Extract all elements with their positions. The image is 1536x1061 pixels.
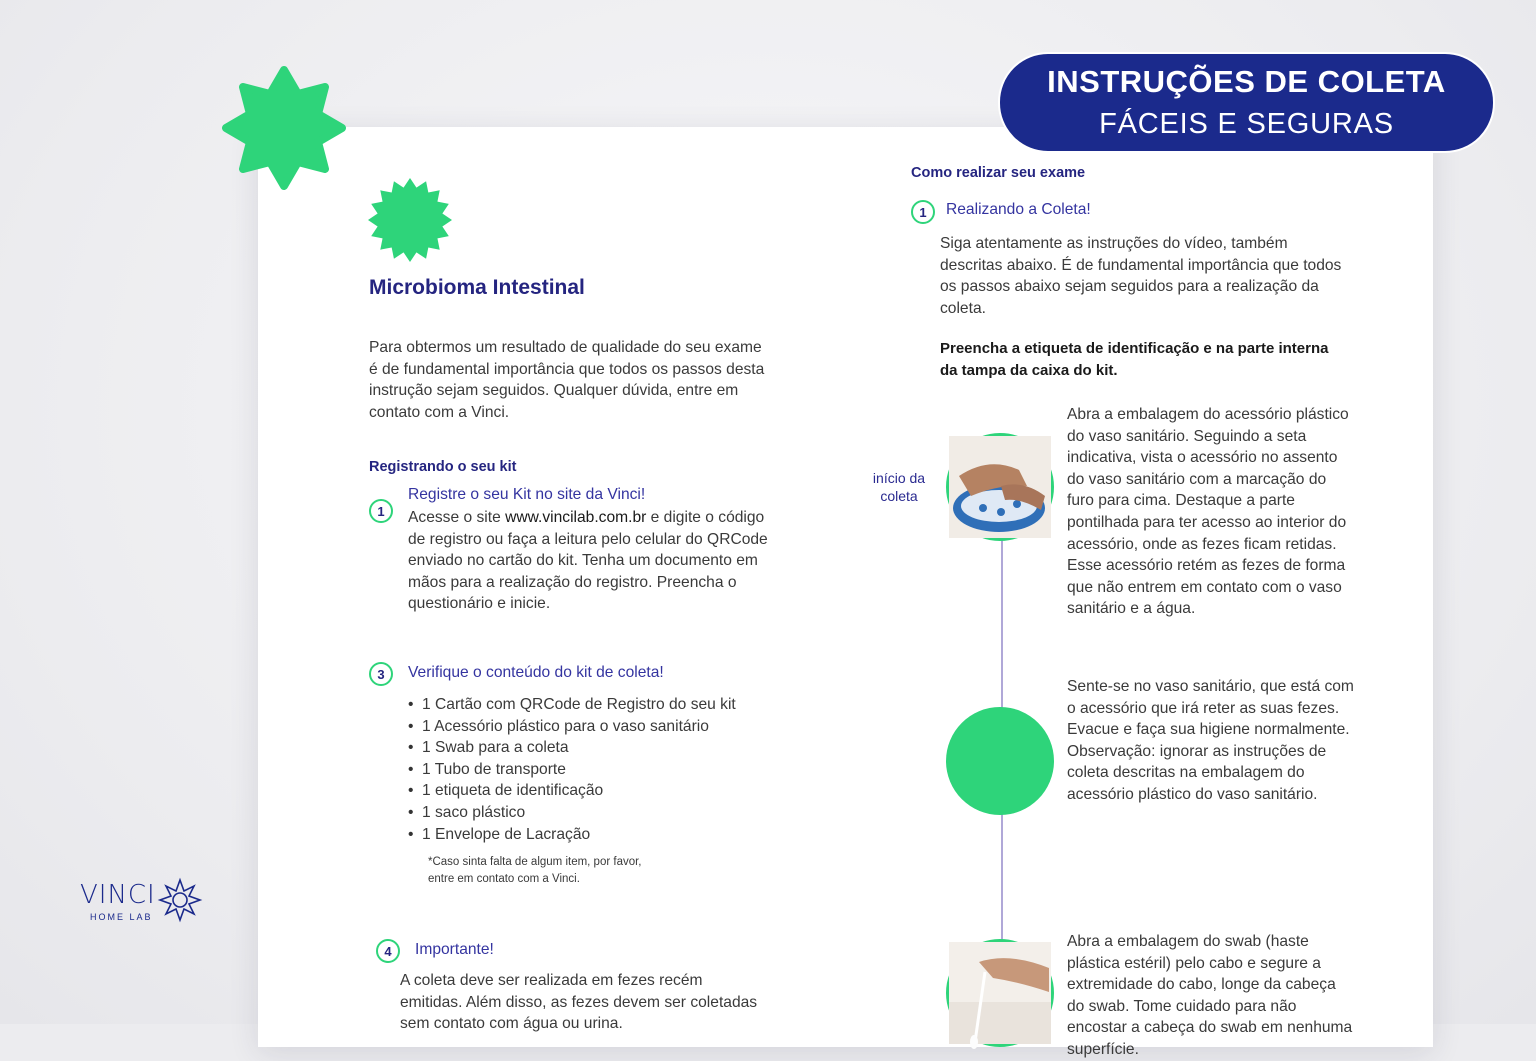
step1-text-pre: Acesse o site [408,509,506,526]
step1-title: Registre o seu Kit no site da Vinci! [408,486,646,503]
step-number-badge: 1 [369,499,393,523]
note-line: *Caso sinta falta de algum item, por favor, [428,856,642,868]
collect-intro: Siga atentamente as instruções do vídeo, também descritas abaixo. É de fundamental importância que todos os passos abaixo sejam seguidos para a realização da coleta. [940,235,1342,317]
start-label [860,469,938,505]
vinci-logo-mark-icon [156,876,204,924]
start-label-line: início da [872,470,926,486]
register-section-heading: Registrando o seu kit [369,459,517,475]
important-text: A coleta deve ser realizada em fezes recém emitidas. Além disso, as fezes devem ser coletadas sem contato com água ou urina. [400,972,758,1033]
step3-title: Verifique o conteúdo do kit de coleta! [408,664,664,681]
timeline-step-b: Sente-se no vaso sanitário, que está com o acessório que irá reter as suas fezes. Evacue e faça sua higiene normalmente. Observação: ignorar as instruções de coleta descritas na embalagem do acessório plástico do vaso sanitário. [1067,678,1354,803]
header-banner [998,52,1495,153]
step-number-badge: 4 [376,939,400,963]
step1-text [408,507,778,615]
step-number-badge: 1 [911,200,935,224]
step1-text-post: e digite o código de registro ou faça a leitura pelo celular do QRCode enviado no cartão do kit. Tenha um documento em mãos para a realização do registro. Preencha o questionário e inicie. [408,509,768,613]
timeline-step-a: Abra a embalagem do acessório plástico do vaso sanitário. Seguindo a seta indicativa, vista o acessório no assento do vaso sanitário com a marcação do furo para cima. Destaque a parte pontilhada para ter acesso ao interior do acessório, onde as fezes ficam retidas. Esse acessório retém as fezes de forma que não entrem em contato com o vaso sanitário e a água. [1067,406,1349,618]
green-star-icon [218,62,350,194]
banner-title: INSTRUÇÕES DE COLETA [1047,64,1446,99]
list-item: • 1 Tubo de transporte [408,759,778,781]
start-label-line: coleta [880,488,918,504]
banner-subtitle: FÁCEIS E SEGURAS [1099,108,1394,140]
swab-photo [946,939,1054,1047]
label-instruction: Preencha a etiqueta de identificação e na parte interna da tampa da caixa do kit. [940,340,1329,379]
list-item: • 1 Cartão com QRCode de Registro do seu kit [408,694,778,716]
step-number-badge: 3 [369,662,393,686]
list-item: • 1 Envelope de Lacração [408,824,778,846]
logo-subtitle: HOME LAB [90,912,153,922]
page-title: Microbioma Intestinal [369,276,585,299]
list-item: • 1 saco plástico [408,802,778,824]
list-item: • 1 Swab para a coleta [408,737,778,759]
list-item: • 1 etiqueta de identificação [408,780,778,802]
step4-title: Importante! [415,941,494,958]
list-item: • 1 Acessório plástico para o vaso sanitário [408,716,778,738]
intro-paragraph: Para obtermos um resultado de qualidade do seu exame é de fundamental importância que todos os passos desta instrução sejam seguidos. Qualquer dúvida, entre em contato com a Vinci. [369,339,765,421]
green-seal-icon [366,176,454,264]
vinci-logo [80,874,210,926]
logo-word: VINCI [80,880,156,910]
missing-item-note [428,854,688,888]
collection-photo [946,433,1054,541]
how-section-heading: Como realizar seu exame [911,165,1086,181]
kit-items-list [408,694,778,845]
note-line: entre em contato com a Vinci. [428,873,580,885]
timeline-dot [946,707,1054,815]
timeline-step-c: Abra a embalagem do swab (haste plástica estéril) pelo cabo e segure a extremidade do cabo, longe da cabeça do swab. Tome cuidado para não encostar a cabeça do swab em nenhuma superfície. [1067,933,1353,1058]
site-url: www.vincilab.com.br [505,509,647,526]
collect-step-title: Realizando a Coleta! [946,201,1091,218]
